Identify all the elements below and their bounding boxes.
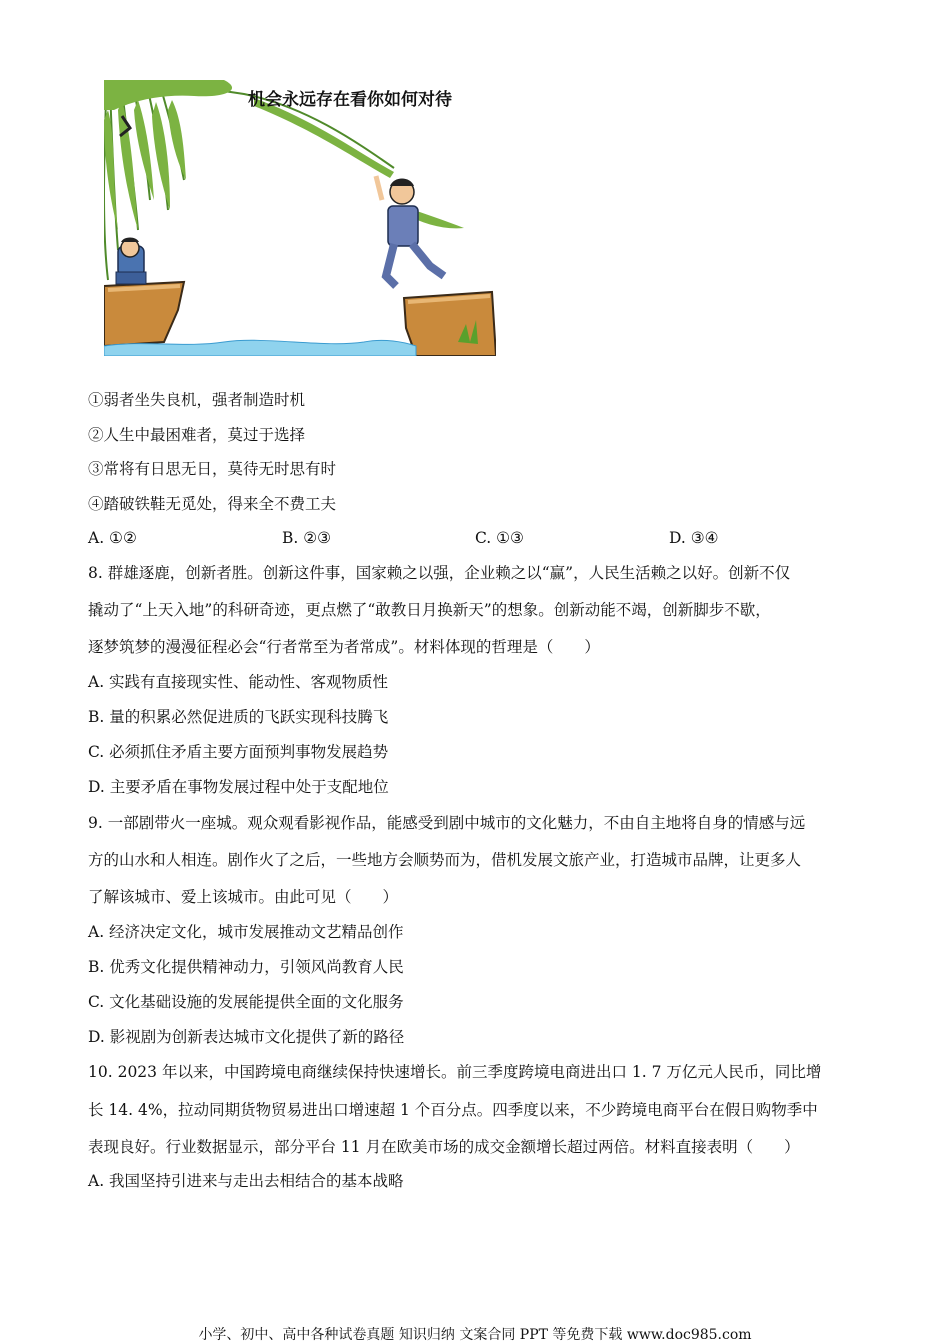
- q7-item-1: ①弱者坐失良机，强者制造时机: [88, 391, 306, 409]
- q9-option-d: D. 影视剧为创新表达城市文化提供了新的路径: [88, 1028, 405, 1046]
- q9-option-b: B. 优秀文化提供精神动力，引领风尚教育人民: [88, 958, 404, 976]
- sitting-man: [116, 238, 146, 285]
- q9-stem-line-3: 了解该城市、爱上该城市。由此可见（ ）: [88, 888, 399, 906]
- q8-option-d: D. 主要矛盾在事物发展过程中处于支配地位: [88, 778, 389, 796]
- q8-option-c: C. 必须抓住矛盾主要方面预判事物发展趋势: [88, 743, 389, 761]
- cartoon-illustration: [104, 80, 496, 356]
- q8-option-a: A. 实践有直接现实性、能动性、客观物质性: [88, 673, 389, 691]
- q9-stem-line-1: 9. 一部剧带火一座城。观众观看影视作品，能感受到剧中城市的文化魅力，不由自主地将自身的情感与远: [88, 814, 806, 832]
- q8-stem-line-3: 逐梦筑梦的漫漫征程必会“行者常至为者常成”。材料体现的哲理是（ ）: [88, 638, 600, 656]
- cartoon-caption: 机会永远存在看你如何对待: [248, 90, 452, 110]
- willow-tree: [104, 83, 394, 280]
- q7-option-a: A. ①②: [88, 529, 137, 547]
- q10-stem-line-1: 10. 2023 年以来，中国跨境电商继续保持快速增长。前三季度跨境电商进出口 1. 7 万亿元人民币，同比增: [88, 1063, 822, 1081]
- q9-option-c: C. 文化基础设施的发展能提供全面的文化服务: [88, 993, 404, 1011]
- q7-option-b: B. ②③: [282, 529, 332, 547]
- q9-option-a: A. 经济决定文化，城市发展推动文艺精品创作: [88, 923, 404, 941]
- q7-item-2: ②人生中最困难者，莫过于选择: [88, 426, 306, 444]
- q7-option-c: C. ①③: [475, 529, 524, 547]
- q10-stem-line-3: 表现良好。行业数据显示，部分平台 11 月在欧美市场的成交金额增长超过两倍。材料直接表明（ ）: [88, 1138, 800, 1156]
- q8-option-b: B. 量的积累必然促进质的飞跃实现科技腾飞: [88, 708, 389, 726]
- hanging-man: [376, 176, 444, 286]
- q8-stem-line-2: 撬动了“上天入地”的科研奇迹，更点燃了“敢教日月换新天”的想象。创新动能不竭，创新脚步不歇，: [88, 601, 771, 619]
- q10-option-a: A. 我国坚持引进来与走出去相结合的基本战略: [88, 1172, 404, 1190]
- q8-stem-line-1: 8. 群雄逐鹿，创新者胜。创新这件事，国家赖之以强，企业赖之以“赢”，人民生活赖之以好。创新不仅: [88, 564, 791, 582]
- page-footer: 小学、初中、高中各种试卷真题 知识归纳 文案合同 PPT 等免费下载 www.doc985.com: [198, 1327, 752, 1343]
- q10-stem-line-2: 长 14. 4%，拉动同期货物贸易进出口增速超 1 个百分点。四季度以来，不少跨境电商平台在假日购物季中: [88, 1101, 818, 1119]
- q9-stem-line-2: 方的山水和人相连。剧作火了之后，一些地方会顺势而为，借机发展文旅产业，打造城市品牌，让更多人: [88, 851, 802, 869]
- left-cliff: [104, 282, 184, 346]
- q7-option-d: D. ③④: [669, 529, 719, 547]
- q7-item-3: ③常将有日思无日，莫待无时思有时: [88, 460, 337, 478]
- q7-item-4: ④踏破铁鞋无觅处，得来全不费工夫: [88, 495, 337, 513]
